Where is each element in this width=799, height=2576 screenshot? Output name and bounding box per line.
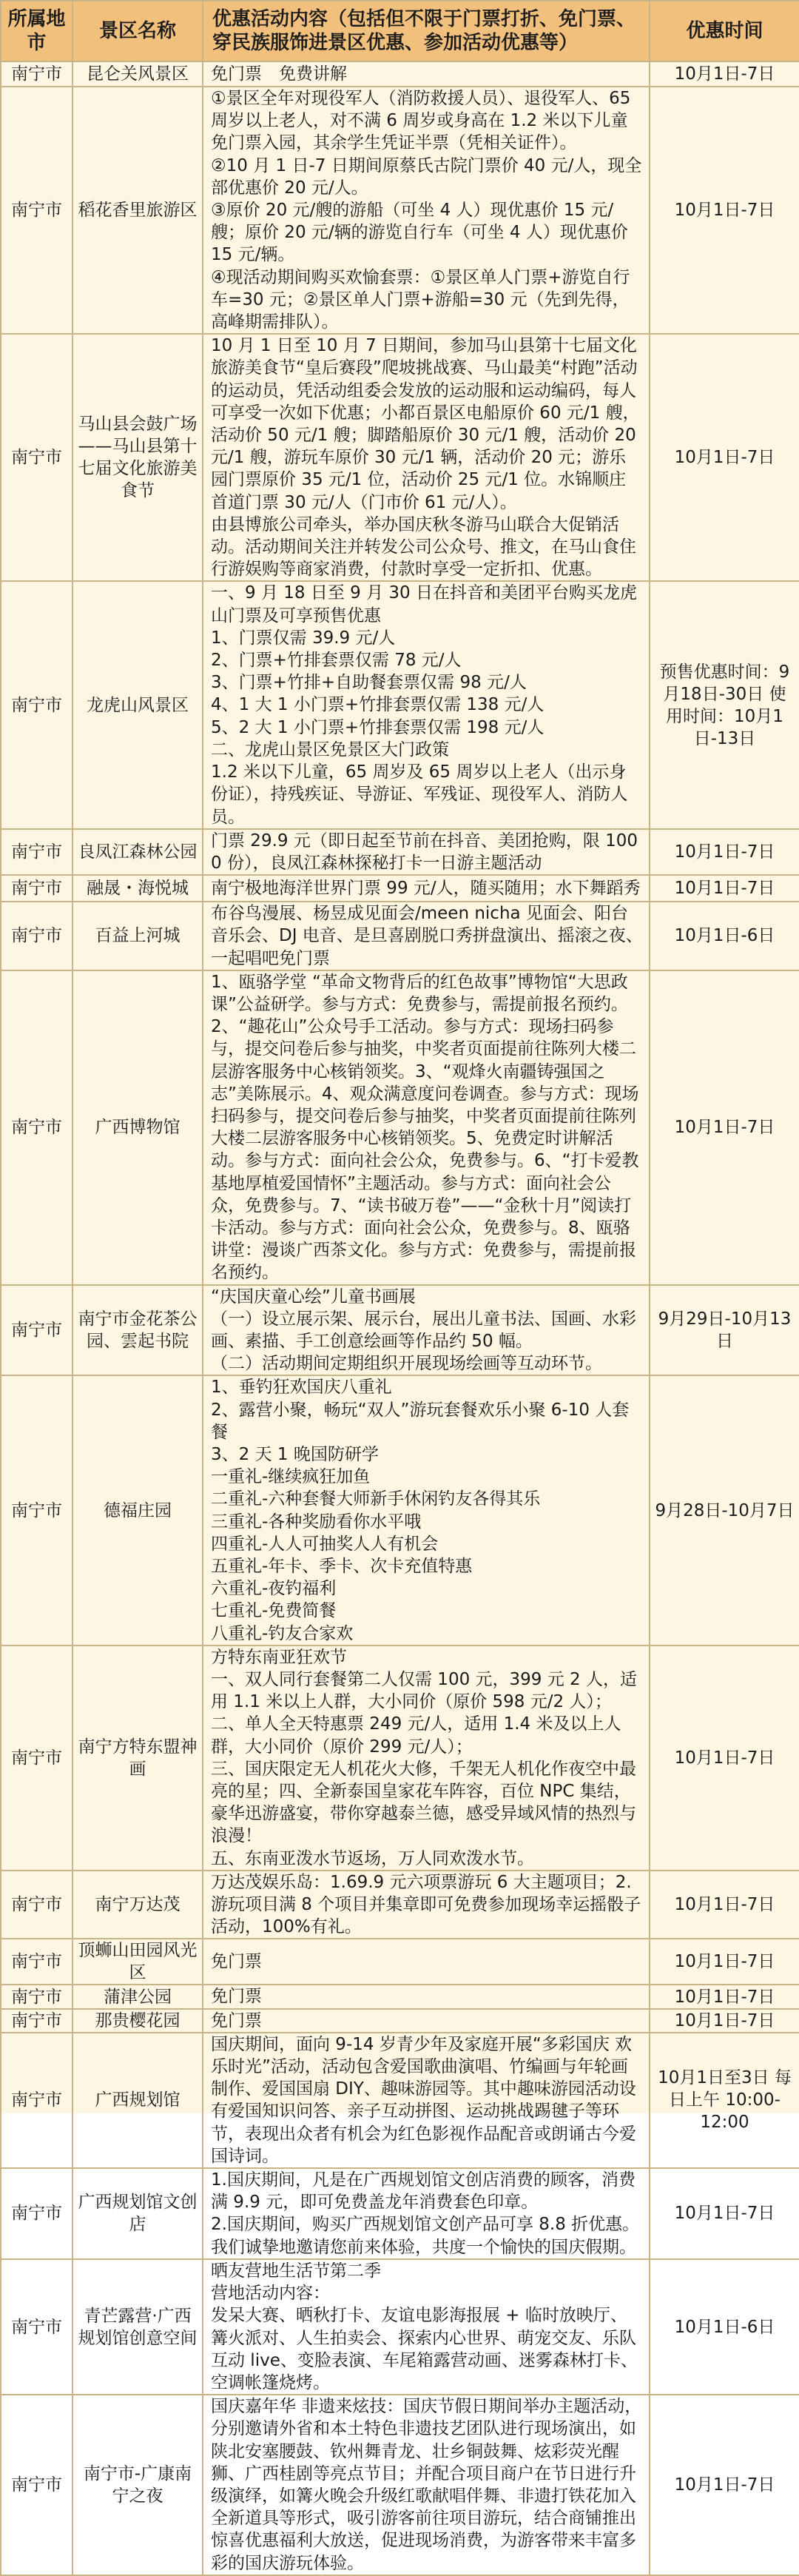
content-line: （一）设立展示架、展示台，展出儿童书法、国画、水彩画、素描、手工创意绘画等作品约 50 幅。 xyxy=(211,1309,636,1351)
table-row xyxy=(1,829,799,875)
content-line: 发呆大赛、晒秋打卡、友谊电影海报展 + 临时放映厅、篝火派对、人生拍卖会、探索内心世界、萌宠交友、乐队互动 live、变脸表演、车尾箱露营动画、迷雾森林打卡、空调帐篷烧烤。 xyxy=(211,2306,638,2392)
table-row xyxy=(1,970,799,1285)
area-cell: 南宁市-广康南宁之夜 xyxy=(73,2395,203,2575)
content-line: 国庆嘉年华 非遗来炫技：国庆节假日期间举办主题活动，分别邀请外省和本土特色非遗技艺团队进行现场演出，如陕北安塞腰鼓、钦州舞青龙、壮乡铜鼓舞、炫彩荧光醒狮、广西桂剧等亮点节目；并配合项目商户在节日进行升级演绎，如篝火晚会升级红歌献唱伴舞、非遗打铁花加入全新道具等形式，吸引游客前往项目游玩，结合商铺推出惊喜优惠福利大放送，促进现场消费，为游客带来丰富多彩的国庆游玩体验。 xyxy=(211,2397,642,2573)
content-cell xyxy=(203,2259,650,2395)
area-cell: 龙虎山风景区 xyxy=(73,581,203,828)
content-cell xyxy=(203,2009,650,2033)
city-cell: 南宁市 xyxy=(1,2033,73,2168)
area-cell: 青芒露营·广西规划馆创意空间 xyxy=(73,2259,203,2395)
content-line: “庆国庆童心绘”儿童书画展 xyxy=(211,1287,416,1307)
time-cell: 10月1日-7日 xyxy=(650,2168,799,2259)
content-cell xyxy=(203,2395,650,2575)
content-cell xyxy=(203,1871,650,1939)
content-line: 门票 29.9 元（即日起至节前在抖音、美团抢购，限 1000 份），良凤江森林探秘打卡一日游主题活动 xyxy=(211,831,638,873)
content-line: 二重礼-六种套餐大师新手休闲钓友各得其乐 xyxy=(211,1489,541,1509)
content-line: 三重礼-各种奖励看你水平哦 xyxy=(211,1512,422,1532)
time-cell: 10月1日-7日 xyxy=(650,87,799,334)
content-cell xyxy=(203,2168,650,2259)
content-line: 由县博旅公司牵头，举办国庆秋冬游马山联合大促销活动。活动期间关注并转发公司公众号、推文，在马山食住行游娱购等商家消费，付款时享受一定折扣、优惠。 xyxy=(211,514,636,580)
city-cell: 南宁市 xyxy=(1,1871,73,1939)
city-cell: 南宁市 xyxy=(1,2259,73,2395)
content-line: 免门票 xyxy=(211,2010,262,2030)
table-row xyxy=(1,61,799,87)
content-line: 5、2 大 1 小门票+竹排套票仅需 198 元/人 xyxy=(211,717,545,737)
content-line: 10 月 1 日至 10 月 7 日期间，参加马山县第十七届文化旅游美食节“皇后赛段”爬坡挑战赛、马山最美“村跑”活动的运动员，凭活动组委会发放的运动服和运动编码，每人可享受一次如下优惠；小都百景区电船原价 60 元/1 艘，活动价 50 元/1 艘；脚踏船原价 30 元/1 艘，活动价 20 元/1 艘，游玩车原价 30 元/1 辆，活动价 20 元；游乐园门票原价 35 元/1 位，活动价 25 元/1 位。水锦顺庄首道门票 30 元/人（门市价 61 元/人）。 xyxy=(211,336,640,512)
area-cell: 南宁市金花茶公园、雲起书院 xyxy=(73,1285,203,1376)
table-row xyxy=(1,1985,799,2008)
area-cell: 那贵樱花园 xyxy=(73,2009,203,2033)
table-row xyxy=(1,1871,799,1939)
content-line: 二、龙虎山景区免景区大门政策 xyxy=(211,739,449,759)
city-cell: 南宁市 xyxy=(1,2168,73,2259)
area-cell: 广西规划馆 xyxy=(73,2033,203,2168)
content-line: 五重礼-年卡、季卡、次卡充值特惠 xyxy=(211,1557,473,1576)
content-line: 2、门票+竹排套票仅需 78 元/人 xyxy=(211,651,462,671)
table-row xyxy=(1,1939,799,1985)
area-cell: 融晟・海悦城 xyxy=(73,875,203,902)
table-body xyxy=(1,61,799,2575)
area-cell: 百益上河城 xyxy=(73,902,203,970)
area-cell: 良凤江森林公园 xyxy=(73,829,203,875)
content-line: 3、2 天 1 晚国防研学 xyxy=(211,1444,379,1464)
city-cell: 南宁市 xyxy=(1,87,73,334)
table-row xyxy=(1,2395,799,2575)
table-row xyxy=(1,2009,799,2033)
time-cell: 10月1日-7日 xyxy=(650,970,799,1285)
content-line: 1.国庆期间，凡是在广西规划馆文创店消费的顾客，消费满 9.9 元，即可免费盖龙年消费套色印章。 xyxy=(211,2170,636,2213)
content-line: （二）活动期间定期组织开展现场绘画等互动环节。 xyxy=(211,1354,602,1374)
table-row xyxy=(1,334,799,581)
city-cell: 南宁市 xyxy=(1,1985,73,2008)
time-cell: 10月1日-7日 xyxy=(650,829,799,875)
header-area: 景区名称 xyxy=(73,1,203,61)
area-cell: 顶蛳山田园风光区 xyxy=(73,1939,203,1985)
time-cell: 10月1日-7日 xyxy=(650,1871,799,1939)
content-line: 国庆期间，面向 9-14 岁青少年及家庭开展“多彩国庆 欢乐时光”活动，活动包含爱国歌曲演唱、竹编画与年轮画制作、爱国国扇 DIY、趣味游园等。其中趣味游园活动设有爱国知识问答、亲子互动拼图、运动挑战踢毽子等环节，表现出众者有机会为红色影视作品配音或朗诵古今爱国诗词。 xyxy=(211,2034,636,2166)
content-line: ①景区全年对现役军人（消防救援人员）、退役军人、65 周岁以上老人，对不满 6 周岁或身高在 1.2 米以下儿童免门票入园，其余学生凭证半票（凭相关证件）。 xyxy=(211,89,631,153)
content-line: 一、9 月 18 日至 9 月 30 日在抖音和美团平台购买龙虎山门票及可享预售优惠 xyxy=(211,583,637,625)
area-cell: 马山县会鼓广场——马山县第十七届文化旅游美食节 xyxy=(73,334,203,581)
city-cell: 南宁市 xyxy=(1,581,73,828)
content-line: 1.2 米以下儿童，65 周岁及 65 周岁以上老人（出示身份证），持残疾证、导游证、军残证、现役军人、消防人员。 xyxy=(211,762,628,827)
content-line: ④现活动期间购买欢愉套票：①景区单人门票+游览自行车=30 元；②景区单人门票+游船=30 元（先到先得，高峰期需排队）。 xyxy=(211,267,630,332)
content-line: 1、垂钓狂欢国庆八重礼 xyxy=(211,1378,392,1398)
content-line: 一重礼-继续疯狂加鱼 xyxy=(211,1467,371,1487)
table-row xyxy=(1,1646,799,1871)
content-line: 2、露营小聚，畅玩“双人”游玩套餐欢乐小聚 6-10 人套餐 xyxy=(211,1400,630,1442)
content-line: 四重礼-人人可抽奖人人有机会 xyxy=(211,1534,439,1554)
table-row xyxy=(1,875,799,902)
table-row xyxy=(1,1375,799,1645)
content-cell xyxy=(203,334,650,581)
content-line: 免门票 免费讲解 xyxy=(211,64,347,84)
content-line: 万达茂娱乐岛：1.69.9 元六项票游玩 6 大主题项目；2.游玩项目满 8 个项目并集章即可免费参加现场幸运摇骰子活动，100%有礼。 xyxy=(211,1872,641,1937)
table-row xyxy=(1,2259,799,2395)
content-cell xyxy=(203,1646,650,1871)
area-cell: 南宁方特东盟神画 xyxy=(73,1646,203,1871)
content-cell xyxy=(203,61,650,87)
area-cell: 蒲津公园 xyxy=(73,1985,203,2008)
table-row xyxy=(1,1285,799,1376)
content-line: 晒友营地生活节第二季 xyxy=(211,2261,381,2281)
time-cell: 10月1日-7日 xyxy=(650,2395,799,2575)
content-line: 免门票 xyxy=(211,1952,262,1972)
content-line: 三、国庆限定无人机花火大修，千架无人机化作夜空中最亮的星；四、全新泰国皇家花车阵容，百位 NPC 集结，豪华迅游盛宴，带你穿越泰兰德，感受异域风情的热烈与浪漫！ xyxy=(211,1759,636,1846)
city-cell: 南宁市 xyxy=(1,2395,73,2575)
time-cell: 9月29日-10月13日 xyxy=(650,1285,799,1376)
content-line: 七重礼-免费简餐 xyxy=(211,1601,337,1621)
header-content: 优惠活动内容（包括但不限于门票打折、免门票、穿民族服饰进景区优惠、参加活动优惠等） xyxy=(203,1,650,61)
table-row xyxy=(1,2168,799,2259)
area-cell: 南宁万达茂 xyxy=(73,1871,203,1939)
city-cell: 南宁市 xyxy=(1,1646,73,1871)
time-cell: 10月1日-7日 xyxy=(650,61,799,87)
city-cell: 南宁市 xyxy=(1,829,73,875)
header-row xyxy=(1,1,799,61)
time-cell: 10月1日-6日 xyxy=(650,2259,799,2395)
content-cell xyxy=(203,1375,650,1645)
time-cell: 10月1日-7日 xyxy=(650,1939,799,1985)
table-row xyxy=(1,581,799,828)
city-cell: 南宁市 xyxy=(1,970,73,1285)
table-row xyxy=(1,902,799,970)
content-cell xyxy=(203,87,650,334)
content-cell xyxy=(203,2033,650,2168)
time-cell: 10月1日-7日 xyxy=(650,2009,799,2033)
content-cell xyxy=(203,581,650,828)
content-line: 4、1 大 1 小门票+竹排套票仅需 138 元/人 xyxy=(211,695,545,715)
content-line: 1、瓯骆学堂 “革命文物背后的红色故事”博物馆“大思政课”公益研学。参与方式：免费参与，需提前报名预约。2、“趣花山”公众号手工活动。参与方式：现场扫码参与，提交问卷后参与抽奖，中奖者页面提前往陈列大楼二层游客服务中心核销领奖。3、“观烽火南疆铸强国之志”美陈展示。4、观众满意度问卷调查。参与方式：现场扫码参与，提交问卷后参与抽奖，中奖者页面提前往陈列大楼二层游客服务中心核销领奖。5、免费定时讲解活动。参与方式：面向社会公众，免费参与。6、“打卡爱教基地厚植爱国情怀”主题活动。参与方式：面向社会公众，免费参与。7、“读书破万卷”——“金秋十月”阅读打卡活动。参与方式：面向社会公众，免费参与。8、瓯骆讲堂：漫谈广西茶文化。参与方式：免费参与，需提前报名预约。 xyxy=(211,972,639,1283)
content-line: ③原价 20 元/艘的游船（可坐 4 人）现优惠价 15 元/艘；原价 20 元/辆的游览自行车（可坐 4 人）现优惠价 15 元/辆。 xyxy=(211,201,628,265)
time-cell: 10月1日至3日 每日上午 10:00-12:00 xyxy=(650,2033,799,2168)
content-cell xyxy=(203,970,650,1285)
content-line: 五、东南亚泼水节返场，万人同欢泼水节。 xyxy=(211,1848,534,1868)
header-city: 所属地市 xyxy=(1,1,73,61)
city-cell: 南宁市 xyxy=(1,875,73,902)
content-line: 布谷鸟漫展、杨昱成见面会/meen nicha 见面会、阳台音乐会、DJ 电音、是旦喜剧脱口秀拼盘演出、摇滚之夜、一起唱吧免门票 xyxy=(211,904,643,968)
city-cell: 南宁市 xyxy=(1,61,73,87)
time-cell: 10月1日-7日 xyxy=(650,1985,799,2008)
area-cell: 广西博物馆 xyxy=(73,970,203,1285)
city-cell: 南宁市 xyxy=(1,902,73,970)
content-line: 一、双人同行套餐第二人仅需 100 元，399 元 2 人，适用 1.1 米以上人群，大小同价（原价 598 元/2 人）； xyxy=(211,1670,637,1712)
content-cell xyxy=(203,1285,650,1376)
city-cell: 南宁市 xyxy=(1,1375,73,1645)
content-cell xyxy=(203,902,650,970)
content-line: 3、门票+竹排+自助餐套票仅需 98 元/人 xyxy=(211,673,527,693)
time-cell: 10月1日-7日 xyxy=(650,334,799,581)
table-row xyxy=(1,2033,799,2168)
time-cell: 10月1日-6日 xyxy=(650,902,799,970)
content-cell xyxy=(203,1985,650,2008)
content-line: 方特东南亚狂欢节 xyxy=(211,1647,347,1667)
time-cell: 预售优惠时间：9月18日-30日 使用时间：10月1日-13日 xyxy=(650,581,799,828)
area-cell: 稻花香里旅游区 xyxy=(73,87,203,334)
area-cell: 昆仑关风景区 xyxy=(73,61,203,87)
time-cell: 9月28日-10月7日 xyxy=(650,1375,799,1645)
content-cell xyxy=(203,875,650,902)
city-cell: 南宁市 xyxy=(1,334,73,581)
content-line: 2.国庆期间，购买广西规划馆文创产品可享 8.8 折优惠。我们诚挚地邀请您前来体验，共度一个愉快的国庆假期。 xyxy=(211,2215,640,2257)
header-time: 优惠时间 xyxy=(650,1,799,61)
city-cell: 南宁市 xyxy=(1,1939,73,1985)
content-line: 六重礼-夜钓福利 xyxy=(211,1579,337,1599)
content-line: 营地活动内容： xyxy=(211,2284,330,2304)
content-line: 1、门票仅需 39.9 元/人 xyxy=(211,628,396,648)
area-cell: 广西规划馆文创店 xyxy=(73,2168,203,2259)
content-line: 二、单人全天特惠票 249 元/人，适用 1.4 米及以上人群，大小同价（原价 299 元/人）； xyxy=(211,1714,621,1757)
city-cell: 南宁市 xyxy=(1,1285,73,1376)
content-line: 免门票 xyxy=(211,1987,262,2007)
area-cell: 德福庄园 xyxy=(73,1375,203,1645)
content-line: 南宁极地海洋世界门票 99 元/人，随买随用；水下舞蹈秀 xyxy=(211,879,641,898)
content-cell xyxy=(203,829,650,875)
content-line: ②10 月 1 日-7 日期间原蔡氏古院门票价 40 元/人，现全部优惠价 20 元/人。 xyxy=(211,155,642,198)
time-cell: 10月1日-7日 xyxy=(650,1646,799,1871)
content-cell xyxy=(203,1939,650,1985)
content-line: 八重礼-钓友合家欢 xyxy=(211,1623,354,1643)
time-cell: 10月1日-7日 xyxy=(650,875,799,902)
city-cell: 南宁市 xyxy=(1,2009,73,2033)
table-row xyxy=(1,87,799,334)
